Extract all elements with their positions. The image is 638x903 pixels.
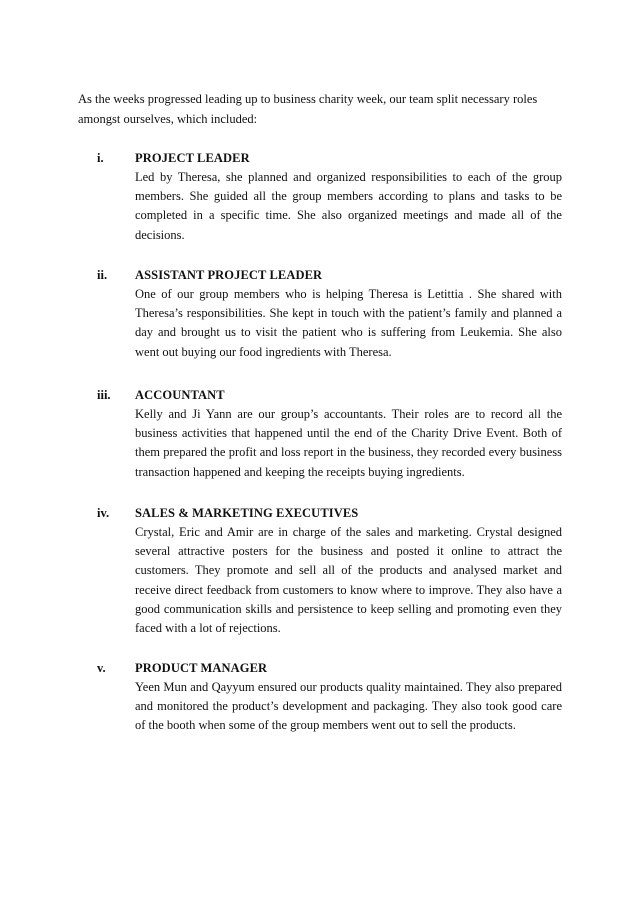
role-numeral: v.: [97, 661, 106, 675]
role-description: One of our group members who is helping Theresa is Letittia . She shared with Theresa’s responsibilities. She kept in touch with the patient’s family and planned a day and brought us to visit the patient who is suffering from Leukemia. She also went out buying our food ingredients with Theresa.: [135, 287, 562, 359]
role-numeral: i.: [97, 151, 104, 165]
role-title: ASSISTANT PROJECT LEADER: [135, 268, 323, 282]
role-description: Kelly and Ji Yann are our group’s accountants. Their roles are to record all the business activities that happened until the end of the Charity Drive Event. Both of them prepared the profit and loss report in the business, they recorded every business transaction happened and keeping the receipts buying ingredients.: [135, 407, 562, 479]
intro-paragraph: As the weeks progressed leading up to business charity week, our team split necessary roles amongst ourselves, which included:: [78, 91, 538, 126]
role-numeral: iv.: [97, 506, 110, 520]
role-title: ACCOUNTANT: [135, 388, 225, 402]
role-description: Yeen Mun and Qayyum ensured our products quality maintained. They also prepared and monitored the product’s development and packaging. They also took good care of the booth when some of the group members went out to sell the products.: [135, 680, 562, 733]
role-title: PROJECT LEADER: [135, 151, 250, 165]
role-description: Led by Theresa, she planned and organized responsibilities to each of the group members. She guided all the group members according to plans and tasks to be completed in a specific time. She also organized meetings and made all of the decisions.: [135, 170, 562, 242]
role-title: PRODUCT MANAGER: [135, 661, 268, 675]
role-numeral: iii.: [97, 388, 111, 402]
role-title: SALES & MARKETING EXECUTIVES: [135, 506, 359, 520]
role-numeral: ii.: [97, 268, 108, 282]
role-description: Crystal, Eric and Amir are in charge of the sales and marketing. Crystal designed several attractive posters for the business and posted it online to attract the customers. They promote and sell all of the products and analysed market and receive direct feedback from customers to know where to improve. They also have a good communication skills and persistence to keep selling and promoting even they faced with a lot of rejections.: [135, 525, 562, 636]
